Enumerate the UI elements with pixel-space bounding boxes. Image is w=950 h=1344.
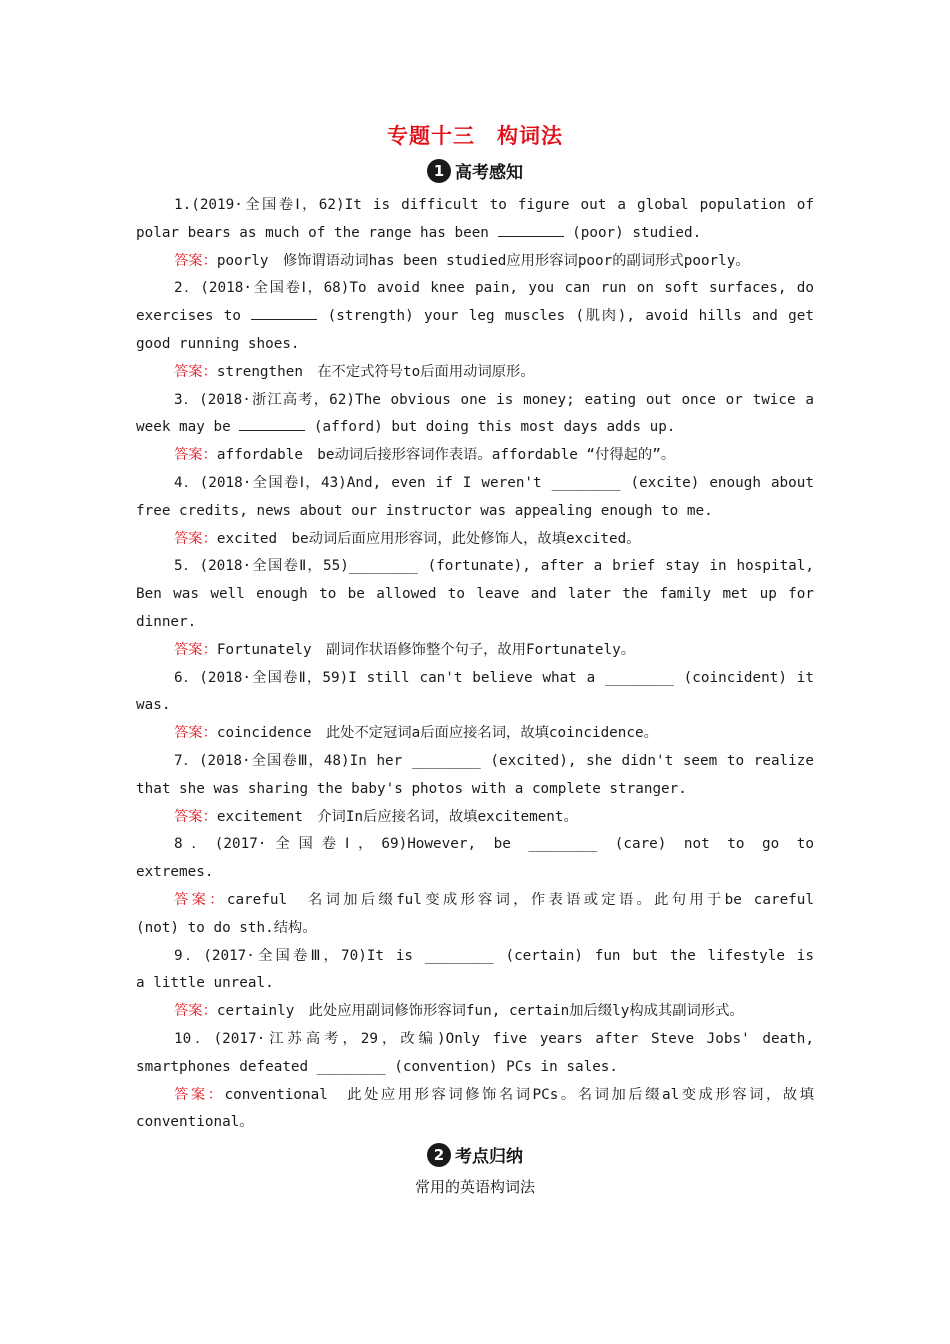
question-line: exercises to (strength) your leg muscles (肌肉), avoid hills and get [136, 303, 814, 331]
question-line: that she was sharing the baby's photos with a complete stranger. [136, 780, 687, 797]
question-line: 10．(2017·江苏高考，29，改编)Only five years after Steve Jobs' death, [174, 1030, 814, 1047]
question-line: 8．(2017·全国卷Ⅰ，69)However, be ________ (care) not to go to [174, 836, 814, 853]
answer-line: (not) to do sth.结构。 [136, 919, 317, 936]
question-line: a little unreal. [136, 975, 274, 992]
answer-label: 答案： [174, 447, 217, 464]
answer-label: 答案： [174, 1003, 217, 1020]
answer-blank [498, 222, 564, 237]
answer-label: 答案： [174, 1086, 225, 1103]
question-line: 7．(2018·全国卷Ⅲ，48)In her ________ (excited), she didn't seem to realize [174, 752, 814, 769]
question-line: 9．(2017·全国卷Ⅲ，70)It is ________ (certain) fun but the lifestyle is [174, 947, 814, 964]
section-number-badge: 2 [427, 1143, 451, 1167]
section-label: 考点归纳 [455, 1147, 523, 1167]
question-line: 6．(2018·全国卷Ⅱ，59)I still can't believe what a ________ (coincident) it [174, 669, 814, 686]
page-title: 专题十三 构词法 [387, 124, 563, 148]
answer-line: 答案：certainly 此处应用副词修饰形容词fun, certain加后缀ly构成其副词形式。 [174, 1003, 744, 1020]
question-line: week may be (afford) but doing this most days adds up. [136, 414, 814, 442]
answer-label: 答案： [174, 725, 217, 742]
question-list [136, 192, 814, 1137]
question-line: 5．(2018·全国卷Ⅱ，55)________ (fortunate), after a brief stay in hospital, [174, 558, 814, 575]
answer-line: 答案：poorly 修饰谓语动词has been studied应用形容词poor的副词形式poorly。 [174, 252, 750, 269]
question-line: 2．(2018·全国卷Ⅰ，68)To avoid knee pain, you can run on soft surfaces, do [174, 280, 814, 297]
question-line: was. [136, 697, 171, 714]
answer-line: 答案：excitement 介词In后应接名词，故填excitement。 [174, 808, 578, 825]
section-heading-2 [0, 1142, 950, 1169]
answer-blank [239, 416, 305, 431]
question-line: 1.(2019·全国卷Ⅰ，62)It is difficult to figure out a global population of [174, 197, 814, 213]
section-label: 高考感知 [455, 163, 523, 183]
question-line: good running shoes. [136, 335, 300, 352]
answer-line: 答案：careful 名词加后缀ful变成形容词，作表语或定语。此句用于be careful [174, 891, 814, 908]
answer-line: conventional。 [136, 1114, 254, 1131]
section-heading-1 [0, 158, 950, 185]
answer-blank [251, 305, 317, 320]
answer-line: 答案：excited be动词后面应用形容词，此处修饰人，故填excited。 [174, 530, 641, 547]
answer-label: 答案： [174, 641, 217, 658]
question-line: Ben was well enough to be allowed to leave and later the family met up for [136, 586, 814, 603]
answer-label: 答案： [174, 808, 217, 825]
question-line: extremes. [136, 864, 214, 881]
question-line: smartphones defeated ________ (convention) PCs in sales. [136, 1058, 619, 1075]
question-line: 4．(2018·全国卷Ⅰ，43)And, even if I weren't ________ (excite) enough about [174, 474, 814, 491]
question-line: dinner. [136, 613, 197, 630]
section-number-badge: 1 [427, 159, 451, 183]
answer-line: 答案：affordable be动词后接形容词作表语。affordable “付得起的”。 [174, 447, 676, 464]
answer-line: 答案：conventional 此处应用形容词修饰名词PCs。名词加后缀al变成形容词，故填 [174, 1086, 815, 1103]
answer-line: 答案：Fortunately 副词作状语修饰整个句子，故用Fortunately。 [174, 641, 636, 658]
answer-line: 答案：strengthen 在不定式符号to后面用动词原形。 [174, 363, 535, 380]
question-line: 3．(2018·浙江高考，62)The obvious one is money; eating out once or twice a [174, 391, 814, 408]
answer-line: 答案：coincidence 此处不定冠词a后面应接名词，故填coincidence。 [174, 725, 658, 742]
answer-label: 答案： [174, 363, 217, 380]
answer-label: 答案： [174, 530, 217, 547]
subsection-title: 常用的英语构词法 [414, 1178, 535, 1196]
question-line: free credits, news about our instructor was appealing enough to me. [136, 502, 713, 519]
question-line: polar bears as much of the range has been (poor) studied. [136, 220, 814, 248]
answer-label: 答案： [174, 252, 217, 269]
answer-label: 答案： [174, 891, 227, 908]
